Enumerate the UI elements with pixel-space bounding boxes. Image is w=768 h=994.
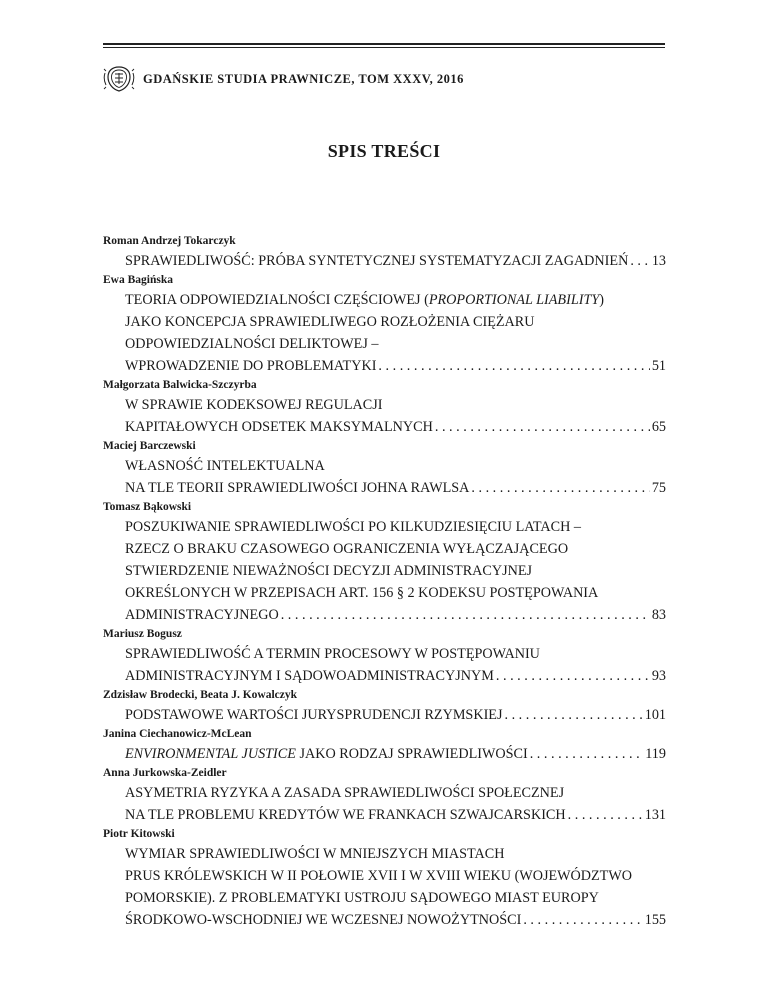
leader-dots — [435, 416, 650, 438]
leader-dots — [523, 909, 642, 931]
entry-title: ADMINISTRACYJNEGO — [125, 607, 279, 623]
entry-title-line: POMORSKIE). Z PROBLEMATYKI USTROJU SĄDOWEGO MIAST EUROPY — [125, 890, 599, 906]
toc-entry — [103, 826, 666, 931]
toc-entry — [103, 726, 666, 765]
entry-title-text: JAKO RODZAJ SPRAWIEDLIWOŚCI — [295, 746, 528, 762]
toc-link[interactable] — [125, 250, 666, 272]
entry-title-line: WYMIAR SPRAWIEDLIWOŚCI W MNIEJSZYCH MIASTACH — [125, 846, 505, 862]
toc-link[interactable] — [125, 355, 666, 377]
page-number: 65 — [651, 419, 666, 435]
entry-title-line: STWIERDZENIE NIEWAŻNOŚCI DECYZJI ADMINISTRACYJNEJ — [125, 563, 533, 579]
page-number: 101 — [644, 707, 666, 723]
leader-dots — [630, 250, 649, 272]
page-number: 13 — [651, 253, 666, 269]
toc-link[interactable] — [125, 804, 666, 826]
entry-author: Małgorzata Balwicka-Szczyrba — [103, 379, 257, 391]
leader-dots — [530, 743, 644, 765]
toc-entry — [103, 626, 666, 687]
toc-link[interactable] — [125, 743, 666, 765]
page-number: 83 — [651, 607, 666, 623]
leader-dots — [281, 604, 650, 626]
page-number: 93 — [651, 668, 666, 684]
entry-title-line: W SPRAWIE KODEKSOWEJ REGULACJI — [125, 397, 383, 413]
header-rule — [103, 43, 665, 45]
entry-title-line: OKREŚLONYCH W PRZEPISACH ART. 156 § 2 KODEKSU POSTĘPOWANIA — [125, 585, 599, 601]
entry-title: NA TLE TEORII SPRAWIEDLIWOŚCI JOHNA RAWLSA — [125, 480, 470, 496]
entry-title — [125, 743, 528, 765]
entry-title-line: POSZUKIWANIE SPRAWIEDLIWOŚCI PO KILKUDZIESIĘCIU LATACH – — [125, 519, 582, 535]
entry-author: Roman Andrzej Tokarczyk — [103, 235, 236, 247]
entry-title: NA TLE PROBLEMU KREDYTÓW WE FRANKACH SZWAJCARSKICH — [125, 807, 566, 823]
page-number: 119 — [645, 746, 666, 762]
page-number: 155 — [644, 912, 666, 928]
leader-dots — [496, 665, 650, 687]
toc-link[interactable] — [125, 477, 666, 499]
entry-title: ADMINISTRACYJNYM I SĄDOWOADMINISTRACYJNYM — [125, 668, 494, 684]
entry-title-line — [125, 289, 666, 311]
entry-title: WPROWADZENIE DO PROBLEMATYKI — [125, 358, 377, 374]
page-number: 51 — [651, 358, 666, 374]
entry-author: Anna Jurkowska-Zeidler — [103, 767, 227, 779]
entry-title-italic: PROPORTIONAL LIABILITY — [428, 292, 600, 308]
leader-dots — [504, 704, 642, 726]
entry-title-line: WŁASNOŚĆ INTELEKTUALNA — [125, 458, 325, 474]
entry-title-text: ) — [599, 292, 604, 308]
entry-title-line: ODPOWIEDZIALNOŚCI DELIKTOWEJ – — [125, 336, 379, 352]
entry-author: Maciej Barczewski — [103, 440, 196, 452]
entry-title-line: ASYMETRIA RYZYKA A ZASADA SPRAWIEDLIWOŚCI SPOŁECZNEJ — [125, 785, 565, 801]
toc-entry — [103, 438, 666, 499]
header-rule-thin — [103, 47, 665, 48]
emblem-icon — [103, 65, 135, 93]
entry-author: Janina Ciechanowicz-McLean — [103, 728, 252, 740]
entry-title-line: RZECZ O BRAKU CZASOWEGO OGRANICZENIA WYŁĄCZAJĄCEGO — [125, 541, 569, 557]
entry-title-line: JAKO KONCEPCJA SPRAWIEDLIWEGO ROZŁOŻENIA CIĘŻARU — [125, 314, 535, 330]
entry-author: Zdzisław Brodecki, Beata J. Kowalczyk — [103, 689, 298, 701]
entry-title-line: SPRAWIEDLIWOŚĆ A TERMIN PROCESOWY W POSTĘPOWANIU — [125, 646, 540, 662]
entry-title: ŚRODKOWO-WSCHODNIEJ WE WCZESNEJ NOWOŻYTNOŚCI — [125, 912, 522, 928]
running-header — [103, 65, 464, 93]
toc-entry — [103, 233, 666, 272]
entry-author: Mariusz Bogusz — [103, 628, 182, 640]
toc-entry — [103, 765, 666, 826]
toc-link[interactable] — [125, 665, 666, 687]
leader-dots — [568, 804, 643, 826]
page-number: 131 — [644, 807, 666, 823]
table-of-contents — [103, 233, 666, 931]
toc-link[interactable] — [125, 604, 666, 626]
entry-title-italic: ENVIRONMENTAL JUSTICE — [125, 746, 296, 762]
entry-title: SPRAWIEDLIWOŚĆ: PRÓBA SYNTETYCZNEJ SYSTEMATYZACJI ZAGADNIEŃ — [125, 253, 629, 269]
entry-author: Tomasz Bąkowski — [103, 501, 192, 513]
entry-author: Piotr Kitowski — [103, 828, 175, 840]
toc-entry — [103, 377, 666, 438]
leader-dots — [378, 355, 649, 377]
entry-title: KAPITAŁOWYCH ODSETEK MAKSYMALNYCH — [125, 419, 433, 435]
toc-link[interactable] — [125, 909, 666, 931]
leader-dots — [471, 477, 649, 499]
entry-author: Ewa Bagińska — [103, 274, 173, 286]
entry-title-line: PRUS KRÓLEWSKICH W II POŁOWIE XVII I W XVIII WIEKU (WOJEWÓDZTWO — [125, 868, 632, 884]
toc-link[interactable] — [125, 416, 666, 438]
journal-title: GDAŃSKIE STUDIA PRAWNICZE, TOM XXXV, 2016 — [143, 71, 464, 86]
entry-title: PODSTAWOWE WARTOŚCI JURYSPRUDENCJI RZYMSKIEJ — [125, 707, 503, 723]
toc-entry — [103, 499, 666, 626]
toc-entry — [103, 272, 666, 377]
toc-entry — [103, 687, 666, 726]
page-number: 75 — [651, 480, 666, 496]
toc-link[interactable] — [125, 704, 666, 726]
entry-title-text: TEORIA ODPOWIEDZIALNOŚCI CZĘŚCIOWEJ ( — [125, 292, 429, 308]
page-title: SPIS TREŚCI — [327, 141, 441, 161]
